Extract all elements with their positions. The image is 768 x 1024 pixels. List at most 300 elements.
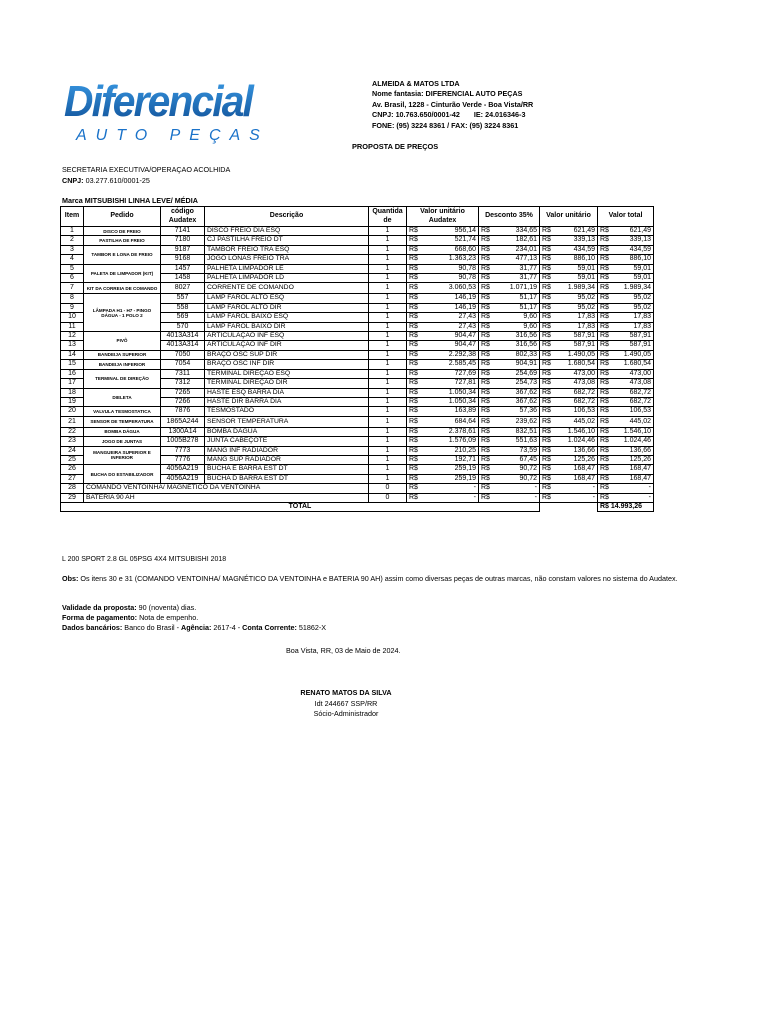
cell-money-va <box>407 493 479 502</box>
header-desconto: Desconto 35% <box>479 207 540 227</box>
cell-codigo: 1458 <box>161 274 205 283</box>
client-info <box>62 164 230 186</box>
header-pedido: Pedido <box>84 207 161 227</box>
money-value: 587,91 <box>573 341 595 349</box>
money-value: 90,72 <box>519 474 537 482</box>
cell-codigo: 4013A314 <box>161 341 205 350</box>
money-value: 27,43 <box>458 322 476 330</box>
money-value: 1.050,34 <box>448 397 476 405</box>
money-value: 3.060,53 <box>448 284 476 292</box>
cell-codigo: 7776 <box>161 455 205 464</box>
currency-symbol: R$ <box>409 379 418 387</box>
money-value: 1.050,34 <box>448 388 476 396</box>
cell-descricao: LAMP FAROL BAIXO DIR <box>205 322 369 331</box>
cell-quantidade: 1 <box>369 455 407 464</box>
money-value: 234,01 <box>515 245 537 253</box>
cell-money-vt <box>598 283 654 294</box>
cell-descricao: ARTICULAÇÃO INF DIR <box>205 341 369 350</box>
cell-item: 3 <box>61 245 84 254</box>
cell-descricao: HASTE DIR BARRA DIA <box>205 397 369 406</box>
money-value: 259,19 <box>454 465 476 473</box>
money-value: 621,49 <box>573 227 595 234</box>
money-value: 1.490,05 <box>567 350 595 358</box>
money-value: 434,59 <box>573 245 595 253</box>
currency-symbol: R$ <box>481 264 490 272</box>
cell-pedido: MANGUEIRA SUPERIOR E INFERIOR <box>84 446 161 465</box>
money-value: 31,77 <box>519 274 537 282</box>
cell-item: 9 <box>61 303 84 312</box>
money-value: 1.024,46 <box>567 437 595 445</box>
money-value: 477,13 <box>515 255 537 263</box>
cell-money-va <box>407 397 479 406</box>
cell-money-dc <box>479 484 540 493</box>
currency-symbol: R$ <box>542 397 551 405</box>
header-item: Item <box>61 207 84 227</box>
cell-pedido: KIT DA CORREIA DE COMANDO <box>84 283 161 294</box>
cell-codigo: 7266 <box>161 397 205 406</box>
cell-quantidade: 1 <box>369 255 407 264</box>
header-valor-audatex: Valor unitário Audatex <box>407 207 479 227</box>
cell-item: 8 <box>61 294 84 303</box>
money-value: 95,02 <box>577 294 595 302</box>
cell-quantidade: 1 <box>369 360 407 369</box>
cell-money-vt <box>598 416 654 427</box>
currency-symbol: R$ <box>481 455 490 463</box>
currency-symbol: R$ <box>542 303 551 311</box>
currency-symbol: R$ <box>481 255 490 263</box>
currency-symbol: R$ <box>481 397 490 405</box>
cell-codigo: 7180 <box>161 236 205 245</box>
header-quantidade: Quantida de <box>369 207 407 227</box>
banco-value: Banco do Brasil - <box>122 623 182 632</box>
currency-symbol: R$ <box>600 227 609 234</box>
company-fantasia: Nome fantasia: DIFERENCIAL AUTO PEÇAS <box>372 89 523 99</box>
cell-codigo: 7312 <box>161 379 205 388</box>
header-codigo: código Audatex <box>161 207 205 227</box>
cell-money-vt <box>598 255 654 264</box>
money-value: 434,59 <box>629 245 651 253</box>
currency-symbol: R$ <box>409 474 418 482</box>
cell-codigo: 9168 <box>161 255 205 264</box>
cell-descricao: ARTICULAÇÃO INF ESQ <box>205 332 369 341</box>
money-value: 587,91 <box>573 332 595 340</box>
signer-id: Idt 244667 SSP/RR <box>314 698 378 708</box>
money-value: 684,64 <box>454 417 476 425</box>
money-value: 1.680,54 <box>567 360 595 368</box>
cell-item: 2 <box>61 236 84 245</box>
cell-codigo: 558 <box>161 303 205 312</box>
terms-block <box>62 603 326 633</box>
obs-text: Os itens 30 e 31 (COMANDO VENTOINHA/ MAGNÉTICO DA VENTOINHA e BATERIA 90 AH) assim como diversas peças de outras marcas, não constam valores no sistema do Audatex. <box>78 574 678 583</box>
money-value: 316,56 <box>515 332 537 340</box>
logo-graphic <box>62 72 262 147</box>
table-row <box>61 264 654 273</box>
money-value: 59,01 <box>633 274 651 282</box>
money-value: 682,72 <box>573 388 595 396</box>
currency-symbol: R$ <box>481 332 490 340</box>
signer-name: RENATO MATOS DA SILVA <box>300 688 392 697</box>
cell-pedido: DIELETA <box>84 388 161 407</box>
cell-money-vt <box>598 407 654 416</box>
cell-money-va <box>407 264 479 273</box>
cell-money-dc <box>479 369 540 378</box>
currency-symbol: R$ <box>542 350 551 358</box>
currency-symbol: R$ <box>600 245 609 253</box>
obs-label: Obs: <box>62 574 79 583</box>
currency-symbol: R$ <box>542 455 551 463</box>
validade-line <box>62 603 326 613</box>
cell-money-vt <box>598 332 654 341</box>
money-value: 163,89 <box>454 407 476 415</box>
currency-symbol: R$ <box>409 360 418 368</box>
money-value: 59,01 <box>633 264 651 272</box>
cell-item: 22 <box>61 427 84 436</box>
money-value: - <box>592 484 595 492</box>
money-value: 51,17 <box>519 294 537 302</box>
logo-sub-text: AUTO PEÇAS <box>76 127 262 144</box>
cell-pedido: PALETA DE LIMPADOR (KIT) <box>84 264 161 283</box>
currency-symbol: R$ <box>542 388 551 396</box>
money-value: 621,49 <box>629 227 651 234</box>
cell-money-va <box>407 416 479 427</box>
money-value: 95,02 <box>577 303 595 311</box>
currency-symbol: R$ <box>542 446 551 454</box>
money-value: 136,66 <box>573 446 595 454</box>
money-value: 316,56 <box>515 341 537 349</box>
money-value: 473,00 <box>573 369 595 377</box>
cell-money-vu <box>540 369 598 378</box>
cell-money-vt <box>598 437 654 446</box>
currency-symbol: R$ <box>481 388 490 396</box>
money-value: - <box>534 484 537 492</box>
cell-pedido: SENSOR DE TEMPERATURA <box>84 416 161 427</box>
cell-pedido: PIVÔ <box>84 332 161 351</box>
cell-pedido: TAMBOR E LONA DE FREIO <box>84 245 161 264</box>
money-value: 90,72 <box>519 465 537 473</box>
currency-symbol: R$ <box>481 493 490 501</box>
cell-pedido: TERMINAL DE DIREÇÃO <box>84 369 161 388</box>
cell-descricao: LAMP FAROL BAIXO ESQ <box>205 313 369 322</box>
cell-quantidade: 1 <box>369 227 407 236</box>
currency-symbol: R$ <box>409 493 418 501</box>
money-value: 125,26 <box>573 455 595 463</box>
table-row <box>61 484 654 493</box>
currency-symbol: R$ <box>600 417 609 425</box>
cell-item: 19 <box>61 397 84 406</box>
currency-symbol: R$ <box>542 255 551 263</box>
company-address: Av. Brasil, 1228 - Cinturão Verde - Boa Vista/RR <box>372 99 534 109</box>
cell-pedido: BANDEIJA SUPERIOR <box>84 350 161 359</box>
bancarios-label: Dados bancários: <box>62 623 123 632</box>
cell-descricao: BUCHA E BARRA EST DT <box>205 465 369 474</box>
cell-quantidade: 1 <box>369 474 407 483</box>
cell-money-vt <box>598 388 654 397</box>
cell-quantidade: 1 <box>369 465 407 474</box>
table-body <box>61 227 654 503</box>
table-row <box>61 427 654 436</box>
company-name: ALMEIDA & MATOS LTDA <box>372 79 460 88</box>
money-value: 1.576,09 <box>448 437 476 445</box>
currency-symbol: R$ <box>600 455 609 463</box>
money-value: 802,33 <box>515 350 537 358</box>
cell-quantidade: 0 <box>369 484 407 493</box>
currency-symbol: R$ <box>481 294 490 302</box>
cell-codigo: 570 <box>161 322 205 331</box>
money-value: 682,72 <box>629 397 651 405</box>
cell-money-vt <box>598 465 654 474</box>
currency-symbol: R$ <box>481 284 490 292</box>
cell-codigo: 1300A14 <box>161 427 205 436</box>
company-info <box>372 79 533 131</box>
bancarios-line <box>62 623 326 633</box>
table-row <box>61 245 654 254</box>
currency-symbol: R$ <box>409 397 418 405</box>
money-value: 17,83 <box>633 313 651 321</box>
money-value: 904,47 <box>454 332 476 340</box>
cell-money-va <box>407 322 479 331</box>
cell-money-vt <box>598 369 654 378</box>
conta-label: Conta Corrente: <box>242 623 297 632</box>
currency-symbol: R$ <box>542 313 551 321</box>
cell-money-dc <box>479 227 540 236</box>
currency-symbol: R$ <box>409 303 418 311</box>
money-value: 473,08 <box>573 379 595 387</box>
money-value: - <box>473 493 476 501</box>
cell-money-vt <box>598 350 654 359</box>
cell-money-va <box>407 294 479 303</box>
cell-money-dc <box>479 446 540 455</box>
currency-symbol: R$ <box>542 284 551 292</box>
cell-codigo: 7050 <box>161 350 205 359</box>
money-value: 1.546,10 <box>623 427 651 435</box>
currency-symbol: R$ <box>600 379 609 387</box>
money-value: 339,13 <box>629 236 651 244</box>
cell-descricao: TERMINAL DIREÇÃO ESQ <box>205 369 369 378</box>
cell-money-va <box>407 360 479 369</box>
cell-money-dc <box>479 313 540 322</box>
money-value: 473,08 <box>629 379 651 387</box>
cell-money-vu <box>540 455 598 464</box>
cell-money-va <box>407 332 479 341</box>
cell-descricao: COMANDO VENTOINHA/ MAGNÉTICO DA VENTOINHA <box>84 484 369 493</box>
money-value: 668,60 <box>454 245 476 253</box>
table-row <box>61 360 654 369</box>
cell-money-vu <box>540 322 598 331</box>
currency-symbol: R$ <box>542 236 551 244</box>
money-value: 886,10 <box>573 255 595 263</box>
currency-symbol: R$ <box>542 417 551 425</box>
cell-quantidade: 1 <box>369 245 407 254</box>
money-value: 1.989,34 <box>567 284 595 292</box>
currency-symbol: R$ <box>600 294 609 302</box>
money-value: 259,19 <box>454 474 476 482</box>
money-value: 521,74 <box>454 236 476 244</box>
cell-money-vt <box>598 397 654 406</box>
cell-descricao: SENSOR TEMPERATURA <box>205 416 369 427</box>
currency-symbol: R$ <box>542 474 551 482</box>
table-row <box>61 332 654 341</box>
cell-money-vt <box>598 493 654 502</box>
cell-money-dc <box>479 360 540 369</box>
money-value: 168,47 <box>573 465 595 473</box>
money-value: 254,73 <box>515 379 537 387</box>
cell-item: 14 <box>61 350 84 359</box>
currency-symbol: R$ <box>600 313 609 321</box>
money-value: 136,66 <box>629 446 651 454</box>
header-valor-total: Valor total <box>598 207 654 227</box>
money-value: 57,36 <box>519 407 537 415</box>
cell-quantidade: 1 <box>369 446 407 455</box>
cell-money-dc <box>479 416 540 427</box>
cell-quantidade: 1 <box>369 236 407 245</box>
cell-money-vu <box>540 303 598 312</box>
money-value: 210,25 <box>454 446 476 454</box>
cell-money-va <box>407 283 479 294</box>
cell-money-dc <box>479 303 540 312</box>
client-cnpj <box>62 175 230 186</box>
signer-role: Sócio-Administrador <box>313 709 379 718</box>
money-value: 904,47 <box>454 341 476 349</box>
cell-money-dc <box>479 397 540 406</box>
money-value: 551,63 <box>515 437 537 445</box>
currency-symbol: R$ <box>481 417 490 425</box>
money-value: - <box>534 493 537 501</box>
cell-quantidade: 1 <box>369 294 407 303</box>
money-value: 1.989,34 <box>623 284 651 292</box>
cell-codigo: 4056A219 <box>161 465 205 474</box>
cell-money-vu <box>540 446 598 455</box>
table-row <box>61 388 654 397</box>
cell-item: 29 <box>61 493 84 502</box>
cell-money-vu <box>540 484 598 493</box>
currency-symbol: R$ <box>600 236 609 244</box>
cell-quantidade: 0 <box>369 493 407 502</box>
cell-codigo: 7054 <box>161 360 205 369</box>
cell-money-dc <box>479 350 540 359</box>
brand-line: Marca MITSUBISHI LINHA LEVE/ MÉDIA <box>62 196 198 205</box>
currency-symbol: R$ <box>542 274 551 282</box>
cell-money-dc <box>479 255 540 264</box>
currency-symbol: R$ <box>542 465 551 473</box>
money-value: 2.292,38 <box>448 350 476 358</box>
currency-symbol: R$ <box>542 407 551 415</box>
currency-symbol: R$ <box>409 255 418 263</box>
currency-symbol: R$ <box>409 427 418 435</box>
cell-codigo: 1865A244 <box>161 416 205 427</box>
cell-item: 24 <box>61 446 84 455</box>
cell-money-va <box>407 236 479 245</box>
cell-money-dc <box>479 245 540 254</box>
cell-money-vu <box>540 236 598 245</box>
cell-money-vt <box>598 274 654 283</box>
currency-symbol: R$ <box>542 341 551 349</box>
currency-symbol: R$ <box>600 397 609 405</box>
header-descricao: Descrição <box>205 207 369 227</box>
currency-symbol: R$ <box>481 407 490 415</box>
cell-money-va <box>407 369 479 378</box>
currency-symbol: R$ <box>409 236 418 244</box>
observation <box>62 573 712 584</box>
cell-money-vu <box>540 264 598 273</box>
validade-value: 90 (noventa) dias. <box>136 603 197 612</box>
cell-money-vt <box>598 474 654 483</box>
cell-money-vt <box>598 322 654 331</box>
currency-symbol: R$ <box>481 427 490 435</box>
currency-symbol: R$ <box>409 284 418 292</box>
currency-symbol: R$ <box>600 437 609 445</box>
cell-codigo: 1005B278 <box>161 437 205 446</box>
cell-item: 20 <box>61 407 84 416</box>
cell-item: 11 <box>61 322 84 331</box>
currency-symbol: R$ <box>542 294 551 302</box>
currency-symbol: R$ <box>409 407 418 415</box>
cell-quantidade: 1 <box>369 264 407 273</box>
header-valor-unitario: Valor unitário <box>540 207 598 227</box>
money-value: 1.546,10 <box>567 427 595 435</box>
currency-symbol: R$ <box>600 484 609 492</box>
cell-money-dc <box>479 493 540 502</box>
total-spacer <box>540 502 598 511</box>
cell-quantidade: 1 <box>369 322 407 331</box>
currency-symbol: R$ <box>600 493 609 501</box>
cell-money-va <box>407 427 479 436</box>
cell-item: 12 <box>61 332 84 341</box>
table-row <box>61 416 654 427</box>
cell-descricao: TERMINAL DIREÇÃO DIR <box>205 379 369 388</box>
cell-descricao: CORRENTE DE COMANDO <box>205 283 369 294</box>
money-value: 339,13 <box>573 236 595 244</box>
money-value: 90,78 <box>458 264 476 272</box>
money-value: 27,43 <box>458 313 476 321</box>
currency-symbol: R$ <box>409 484 418 492</box>
cell-codigo: 7773 <box>161 446 205 455</box>
cell-money-va <box>407 455 479 464</box>
signature-block <box>0 688 692 720</box>
table-header-row <box>61 207 654 227</box>
money-value: 1.490,05 <box>623 350 651 358</box>
currency-symbol: R$ <box>542 227 551 234</box>
currency-symbol: R$ <box>409 341 418 349</box>
money-value: 682,72 <box>573 397 595 405</box>
cell-money-va <box>407 303 479 312</box>
currency-symbol: R$ <box>409 417 418 425</box>
cell-money-va <box>407 227 479 236</box>
cell-codigo: 569 <box>161 313 205 322</box>
cell-item: 25 <box>61 455 84 464</box>
money-value: 95,02 <box>633 294 651 302</box>
cell-money-vt <box>598 427 654 436</box>
cell-money-vt <box>598 264 654 273</box>
table-row <box>61 236 654 245</box>
cell-money-dc <box>479 437 540 446</box>
currency-symbol: R$ <box>409 274 418 282</box>
cell-money-dc <box>479 455 540 464</box>
cell-item: 5 <box>61 264 84 273</box>
table-row <box>61 493 654 502</box>
cell-quantidade: 1 <box>369 332 407 341</box>
currency-symbol: R$ <box>409 465 418 473</box>
currency-symbol: R$ <box>409 264 418 272</box>
cell-money-va <box>407 437 479 446</box>
money-value: 682,72 <box>629 388 651 396</box>
cell-money-vu <box>540 416 598 427</box>
currency-symbol: R$ <box>481 360 490 368</box>
validade-label: Validade da proposta: <box>62 603 137 612</box>
money-value: 31,77 <box>519 264 537 272</box>
cell-item: 27 <box>61 474 84 483</box>
cell-item: 26 <box>61 465 84 474</box>
cell-descricao: PALHETA LIMPADOR LE <box>205 264 369 273</box>
